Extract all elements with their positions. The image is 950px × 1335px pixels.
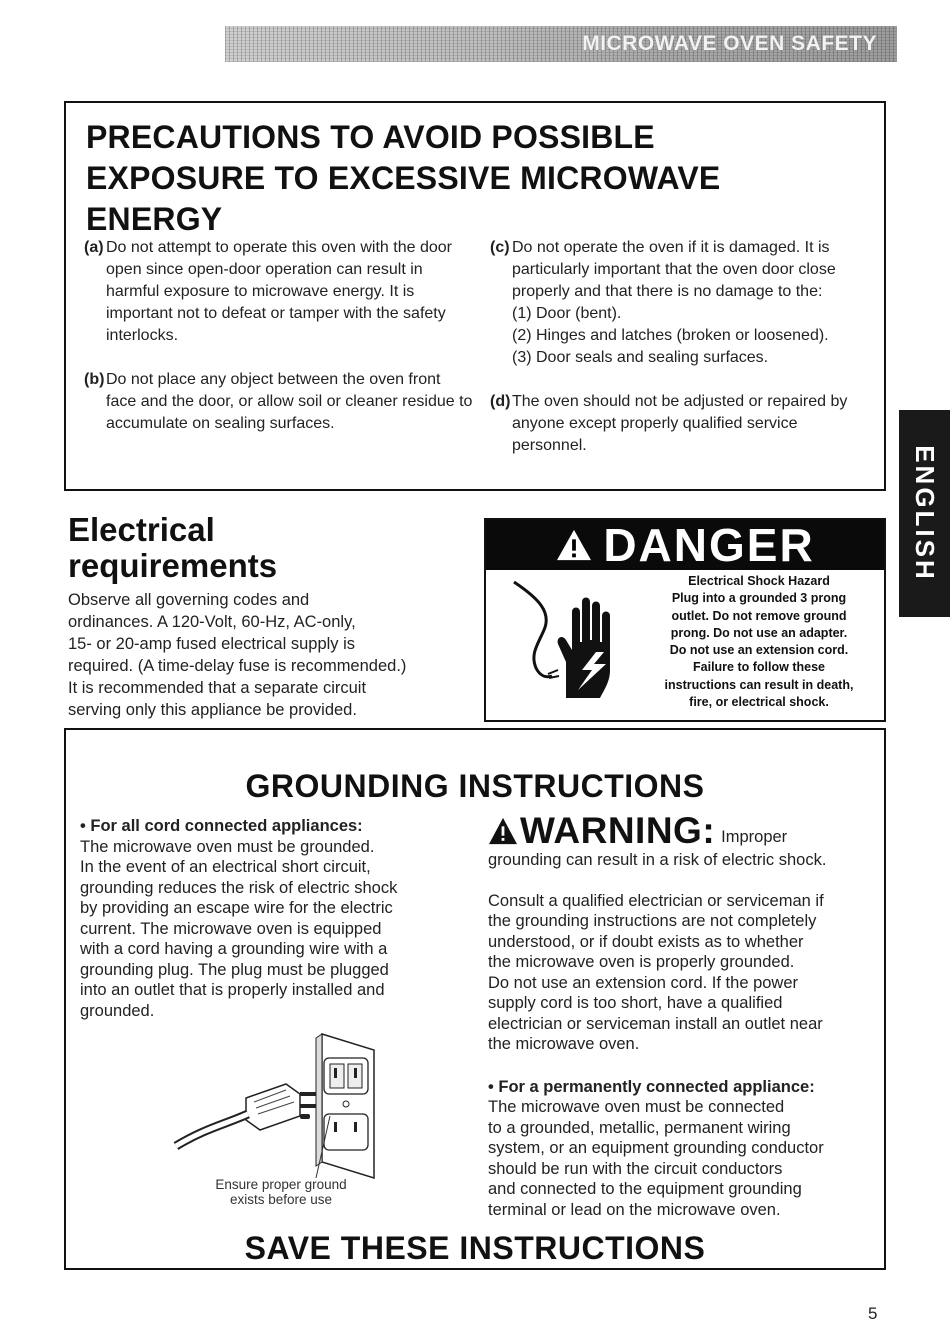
- precaution-text: Do not place any object between the oven front face and the door, or allow soil or cleaner residue to accumulate on sealing surfaces.: [106, 371, 473, 432]
- consult-line: Do not use an extension cord. If the power: [488, 973, 799, 992]
- electrical-line: 15- or 20-amp fused electrical supply is: [68, 635, 356, 653]
- electrical-line: It is recommended that a separate circuit: [68, 679, 367, 697]
- danger-word: DANGER: [603, 519, 815, 571]
- cord-line: into an outlet that is properly installed and: [80, 981, 385, 999]
- danger-line: outlet. Do not remove ground: [671, 608, 847, 623]
- precautions-right-column: [490, 237, 875, 479]
- warning-line: [488, 812, 878, 850]
- cord-line: grounded.: [80, 1001, 155, 1020]
- electrical-heading-line2: requirements: [68, 547, 278, 584]
- permanent-heading: • For a permanently connected appliance:: [488, 1077, 815, 1096]
- warning-word: WARNING:: [520, 810, 716, 851]
- warning-triangle-icon: [488, 817, 518, 845]
- plug-caption: [186, 1177, 376, 1207]
- grounded-plug-outlet-illustration: [136, 1028, 376, 1183]
- precaution-item-a: [84, 237, 474, 347]
- electrical-heading: [68, 512, 448, 584]
- precaution-text: Do not attempt to operate this oven with the door open since open-door operation can result in harmful exposure to microwave energy. It is important not to defeat or tamper with the safety interlocks.: [106, 239, 452, 344]
- precautions-heading-line3: ENERGY: [86, 201, 223, 237]
- consult-line: Consult a qualified electrician or serviceman if: [488, 891, 824, 910]
- cord-line: current. The microwave oven is equipped: [80, 919, 382, 938]
- precaution-item-b: [84, 369, 474, 435]
- precaution-letter: (b): [84, 371, 105, 388]
- danger-text: [636, 573, 882, 711]
- header-title: MICROWAVE OVEN SAFETY: [582, 32, 877, 55]
- consult-line: the microwave oven is properly grounded.: [488, 953, 795, 971]
- electrical-line: Observe all governing codes and: [68, 591, 310, 609]
- cord-line: The microwave oven must be grounded.: [80, 837, 375, 856]
- precaution-letter: (a): [84, 239, 104, 256]
- consult-line: the microwave oven.: [488, 1035, 640, 1053]
- permanent-paragraph: [488, 1077, 878, 1221]
- permanent-line: should be run with the circuit conductors: [488, 1159, 783, 1178]
- permanent-line: terminal or lead on the microwave oven.: [488, 1200, 781, 1219]
- danger-line: Failure to follow these: [693, 660, 825, 675]
- electrical-line: required. (A time-delay fuse is recommended.): [68, 657, 407, 675]
- cord-line: In the event of an electrical short circuit,: [80, 858, 371, 876]
- precaution-sub-2: (2) Hinges and latches (broken or loosened).: [512, 327, 829, 344]
- permanent-line: system, or an equipment grounding conductor: [488, 1139, 824, 1157]
- language-tab-english: [899, 410, 950, 617]
- danger-line: prong. Do not use an adapter.: [670, 625, 848, 640]
- header-band: [225, 26, 897, 62]
- precaution-item-d: [490, 391, 875, 457]
- consult-line: supply cord is too short, have a qualified: [488, 994, 783, 1012]
- precautions-heading-line1: PRECAUTIONS TO AVOID POSSIBLE: [86, 119, 655, 155]
- warning-triangle-icon: [555, 528, 593, 562]
- precaution-letter: (c): [490, 239, 510, 256]
- page-number: 5: [868, 1304, 878, 1323]
- warning-line2: grounding can result in a risk of electric shock.: [488, 851, 827, 869]
- precautions-heading: [86, 117, 866, 240]
- precautions-box: [64, 101, 886, 491]
- grounding-left-column: [80, 816, 450, 1021]
- shock-hazard-hand-icon: [508, 578, 638, 708]
- electrical-line: serving only this appliance be provided.: [68, 701, 357, 719]
- cord-line: grounding reduces the risk of electric shock: [80, 878, 398, 897]
- grounding-heading: GROUNDING INSTRUCTIONS: [245, 768, 705, 804]
- danger-bar: [486, 520, 884, 570]
- danger-line: instructions can result in death,: [664, 677, 854, 692]
- warning-label: [488, 812, 715, 850]
- save-instructions-heading: SAVE THESE INSTRUCTIONS: [244, 1230, 706, 1266]
- cord-line: by providing an escape wire for the electric: [80, 899, 393, 917]
- grounding-right-column: [488, 810, 878, 1220]
- warning-rest: Improper: [721, 828, 788, 846]
- precaution-letter: (d): [490, 393, 511, 410]
- grounding-box: [64, 728, 886, 1270]
- consult-line: understood, or if doubt exists as to whether: [488, 932, 804, 951]
- danger-line: Electrical Shock Hazard: [688, 574, 830, 588]
- plug-caption-line2: exists before use: [229, 1192, 333, 1207]
- precautions-left-column: [84, 237, 474, 457]
- cord-line: grounding plug. The plug must be plugged: [80, 960, 389, 979]
- permanent-line: to a grounded, metallic, permanent wiring: [488, 1118, 791, 1137]
- electrical-line: ordinances. A 120-Volt, 60-Hz, AC-only,: [68, 613, 356, 631]
- danger-line: Do not use an extension cord.: [669, 643, 849, 658]
- language-tab-label: ENGLISH: [910, 445, 941, 582]
- permanent-line: The microwave oven must be connected: [488, 1098, 785, 1116]
- consult-paragraph: [488, 891, 878, 1055]
- precaution-sub-1: (1) Door (bent).: [512, 305, 622, 322]
- precautions-heading-line2: EXPOSURE TO EXCESSIVE MICROWAVE: [86, 160, 721, 196]
- consult-line: the grounding instructions are not completely: [488, 912, 817, 930]
- electrical-body: [68, 589, 468, 721]
- consult-line: electrician or serviceman install an outlet near: [488, 1014, 823, 1033]
- permanent-line: and connected to the equipment grounding: [488, 1180, 802, 1198]
- danger-box: [484, 518, 886, 722]
- electrical-heading-line1: Electrical: [68, 511, 215, 548]
- danger-line: fire, or electrical shock.: [689, 695, 829, 710]
- precaution-item-c: [490, 237, 875, 369]
- precaution-text: The oven should not be adjusted or repaired by anyone except properly qualified service personnel.: [512, 393, 848, 454]
- cord-connected-heading: • For all cord connected appliances:: [80, 817, 363, 835]
- precaution-sub-3: (3) Door seals and sealing surfaces.: [512, 349, 769, 366]
- precaution-text: Do not operate the oven if it is damaged. It is particularly important that the oven door close properly and that there is no damage to the:: [512, 239, 836, 300]
- cord-line: with a cord having a grounding wire with a: [80, 940, 388, 958]
- plug-caption-line1: Ensure proper ground: [215, 1177, 347, 1192]
- danger-line: Plug into a grounded 3 prong: [671, 591, 847, 606]
